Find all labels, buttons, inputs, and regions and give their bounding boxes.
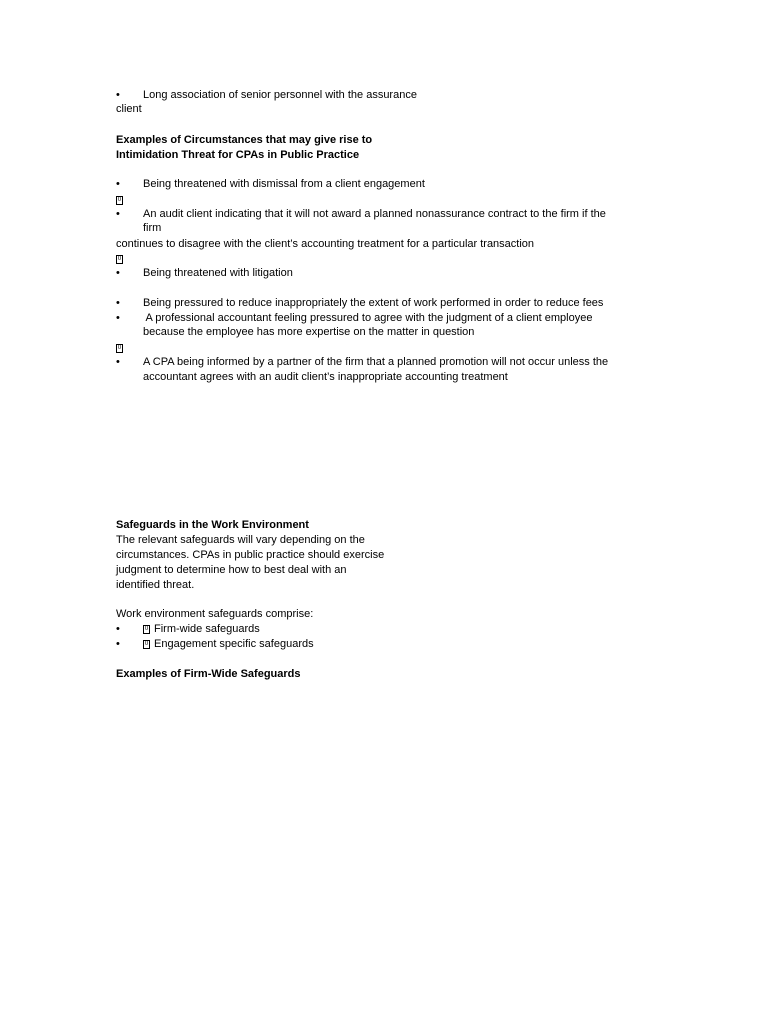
list-item-text: Being pressured to reduce inappropriately the extent of work performed in order to reduce fees xyxy=(143,297,604,309)
bullet: • xyxy=(116,297,120,309)
list-item-text: client xyxy=(116,103,142,115)
section-heading: Examples of Circumstances that may give rise to xyxy=(116,134,373,146)
missing-glyph-icon: 0 xyxy=(117,255,122,262)
list-item-text: because the employee has more expertise on the matter in question xyxy=(143,326,475,338)
list-item-text: accountant agrees with an audit client’s inappropriate accounting treatment xyxy=(143,371,508,383)
bullet: • xyxy=(116,638,120,650)
bullet: • xyxy=(116,267,120,279)
paragraph-line: judgment to determine how to best deal with an xyxy=(116,564,347,576)
bullet: • xyxy=(116,356,120,368)
section-heading: Examples of Firm-Wide Safeguards xyxy=(116,668,301,680)
bullet: • xyxy=(116,208,120,220)
section-heading: Safeguards in the Work Environment xyxy=(116,519,309,531)
list-item-text: firm xyxy=(143,222,162,234)
missing-glyph-icon: 0 xyxy=(144,640,149,647)
paragraph-line: circumstances. CPAs in public practice should exercise xyxy=(116,549,385,561)
list-item-text: Being threatened with litigation xyxy=(143,267,293,279)
list-item-text: Long association of senior personnel with the assurance xyxy=(143,89,417,101)
missing-glyph-icon: 0 xyxy=(117,344,122,351)
bullet: • xyxy=(116,178,120,190)
paragraph-line: The relevant safeguards will vary depending on the xyxy=(116,534,365,546)
bullet: • xyxy=(116,623,120,635)
list-item-text: Being threatened with dismissal from a client engagement xyxy=(143,178,425,190)
paragraph-line: Work environment safeguards comprise: xyxy=(116,608,314,620)
list-item-text: continues to disagree with the client’s accounting treatment for a particular transaction xyxy=(116,238,535,250)
list-item-text: Firm-wide safeguards xyxy=(154,623,260,635)
list-item-text: Engagement specific safeguards xyxy=(154,638,314,650)
list-item xyxy=(143,637,314,652)
list-item-text: A professional accountant feeling pressured to agree with the judgment of a client employee xyxy=(143,312,593,324)
bullet: • xyxy=(116,312,120,324)
missing-glyph-icon: 0 xyxy=(144,625,149,632)
section-heading: Intimidation Threat for CPAs in Public Practice xyxy=(116,149,360,161)
missing-glyph-icon: 0 xyxy=(117,196,122,203)
list-item xyxy=(143,622,260,637)
paragraph-line: identified threat. xyxy=(116,579,195,591)
list-item-text: An audit client indicating that it will not award a planned nonassurance contract to the firm if the xyxy=(143,208,606,220)
bullet: • xyxy=(116,89,120,101)
list-item-text: A CPA being informed by a partner of the firm that a planned promotion will not occur unless the xyxy=(143,356,609,368)
